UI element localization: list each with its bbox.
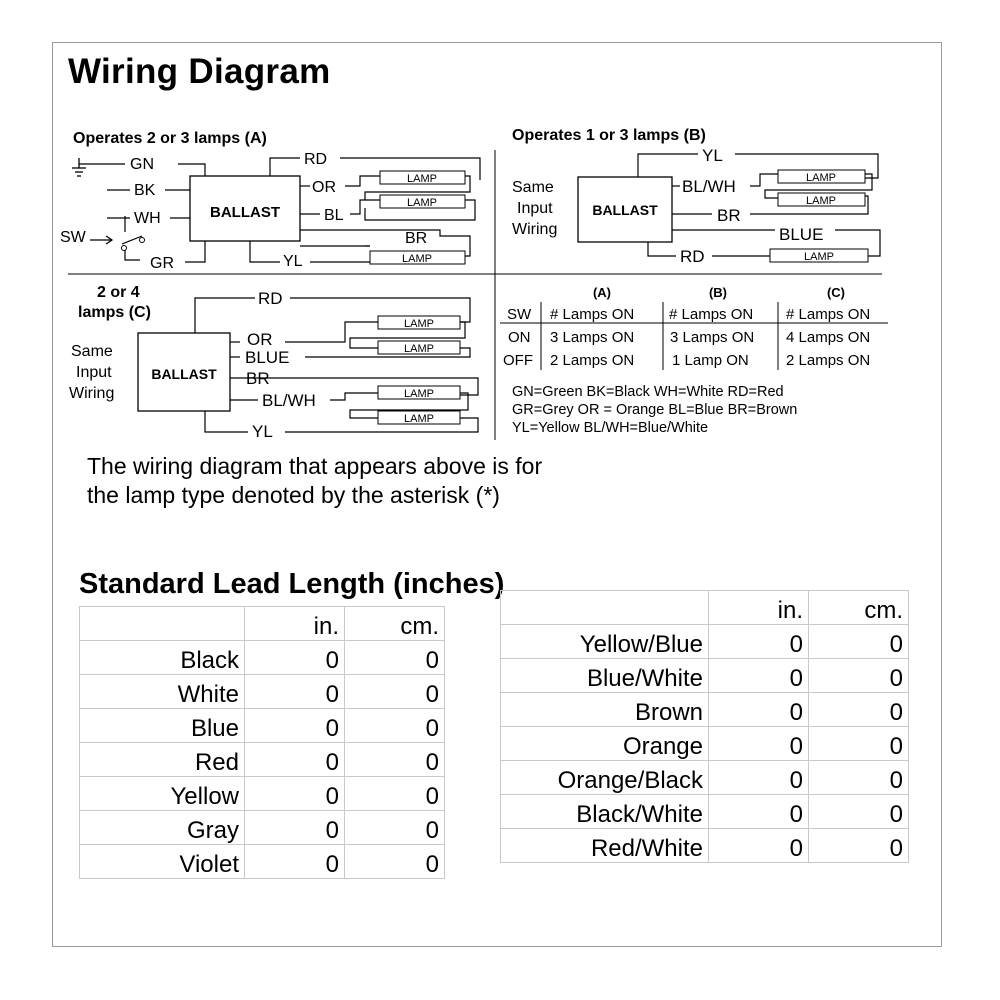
wire-label-bl-a: BL	[324, 207, 344, 224]
lead-row	[80, 743, 445, 777]
lead-wire-color: Red/White	[501, 829, 709, 863]
lamp-type-note	[87, 452, 542, 510]
lead-inches: 0	[245, 641, 345, 675]
same-input-c-3: Wiring	[69, 385, 115, 402]
switch-on-a: 3 Lamps ON	[550, 329, 635, 346]
diagram-b-ballast-label: BALLAST	[592, 202, 658, 218]
lead-row	[501, 829, 909, 863]
lead-cm: 0	[345, 845, 445, 879]
lamp-a-1	[380, 171, 465, 185]
lead-inches: in.	[245, 607, 345, 641]
switch-on-c: 4 Lamps ON	[786, 329, 871, 346]
lead-inches: 0	[245, 811, 345, 845]
switch-header-c: # Lamps ON	[786, 306, 871, 323]
switch-header-sw: SW	[507, 306, 532, 323]
lamp-a-3	[370, 251, 465, 265]
same-input-b-3: Wiring	[512, 221, 558, 238]
diagram-a-ballast-label: BALLAST	[210, 204, 280, 221]
lead-inches: 0	[709, 761, 809, 795]
same-input-c-1: Same	[71, 343, 113, 360]
legend-line-1: GN=Green BK=Black WH=White RD=Red	[512, 384, 784, 400]
lead-cm: 0	[345, 811, 445, 845]
wire-label-gn: GN	[130, 156, 154, 173]
wire-label-rd-a: RD	[304, 151, 328, 168]
switch-col-a: (A)	[592, 285, 612, 300]
lead-length-table-right	[500, 590, 909, 863]
lead-row	[501, 795, 909, 829]
lead-row	[501, 625, 909, 659]
lead-inches: 0	[709, 727, 809, 761]
wire-label-bk: BK	[134, 182, 156, 199]
wire-label-wh: WH	[134, 210, 161, 227]
lamp-b-3	[770, 249, 868, 263]
svg-text:LAMP: LAMP	[404, 388, 434, 400]
wire-label-or-c: OR	[247, 330, 273, 349]
svg-text:LAMP: LAMP	[407, 173, 437, 185]
lead-row	[501, 659, 909, 693]
lead-row	[501, 761, 909, 795]
lead-inches: 0	[245, 709, 345, 743]
diagram-c-heading-2: lamps (C)	[78, 304, 151, 321]
lead-cm: 0	[809, 727, 909, 761]
lamp-c-3	[378, 386, 460, 400]
wire-label-blwh-c: BL/WH	[262, 391, 316, 410]
switch-row-off: OFF	[503, 352, 533, 369]
lead-cm: 0	[345, 777, 445, 811]
lead-inches: 0	[709, 829, 809, 863]
lead-inches: 0	[245, 743, 345, 777]
lead-row	[80, 811, 445, 845]
svg-text:LAMP: LAMP	[404, 413, 434, 425]
lead-cm: 0	[809, 659, 909, 693]
lead-row	[80, 845, 445, 879]
lead-cm: 0	[809, 795, 909, 829]
lead-row	[501, 693, 909, 727]
lead-cm: 0	[809, 625, 909, 659]
lamp-a-2	[380, 195, 465, 209]
lamp-c-2	[378, 341, 460, 355]
same-input-b-2: Input	[517, 200, 553, 217]
wire-label-gr: GR	[150, 255, 174, 272]
svg-text:LAMP: LAMP	[804, 251, 834, 263]
switch-off-a: 2 Lamps ON	[550, 352, 635, 369]
switch-on-b: 3 Lamps ON	[670, 329, 755, 346]
switch-col-c: (C)	[826, 285, 846, 300]
wire-label-blwh-b: BL/WH	[682, 177, 736, 196]
wire-label-blue-b: BLUE	[779, 225, 824, 244]
lead-inches: 0	[245, 675, 345, 709]
lead-header-row	[80, 607, 445, 641]
color-legend	[512, 384, 797, 436]
lamp-c-4	[378, 411, 460, 425]
lead-row	[80, 675, 445, 709]
switch-off-c: 2 Lamps ON	[786, 352, 871, 369]
svg-text:LAMP: LAMP	[404, 343, 434, 355]
lead-cm: 0	[345, 709, 445, 743]
legend-line-2: GR=Grey OR = Orange BL=Blue BR=Brown	[512, 402, 798, 418]
diagram-b	[512, 127, 880, 266]
svg-text:LAMP: LAMP	[404, 318, 434, 330]
lead-header-blank	[80, 607, 245, 641]
lead-row	[80, 777, 445, 811]
lead-wire-color: Gray	[80, 811, 245, 845]
switch-header-a: # Lamps ON	[550, 306, 635, 323]
switch-off-b: 1 Lamp ON	[672, 352, 749, 369]
lead-wire-color: Violet	[80, 845, 245, 879]
switch-header-b: # Lamps ON	[669, 306, 754, 323]
lead-length-title: Standard Lead Length (inches)	[79, 568, 505, 600]
diagram-c-heading-1: 2 or 4	[97, 284, 140, 301]
lead-cm: cm.	[345, 607, 445, 641]
wire-label-br-c: BR	[246, 369, 270, 388]
lead-wire-color: Black/White	[501, 795, 709, 829]
diagram-c-ballast-label: BALLAST	[151, 366, 217, 382]
switch-col-b: (B)	[708, 285, 728, 300]
wire-label-br-a: BR	[405, 230, 428, 247]
lead-cm: 0	[345, 675, 445, 709]
lamp-b-2	[778, 193, 865, 207]
page-title: Wiring Diagram	[68, 52, 331, 91]
lead-cm: 0	[345, 641, 445, 675]
diagram-a-heading: Operates 2 or 3 lamps (A)	[73, 130, 267, 147]
lead-wire-color: White	[80, 675, 245, 709]
svg-text:LAMP: LAMP	[402, 253, 432, 265]
legend-line-3: YL=Yellow BL/WH=Blue/White	[512, 420, 709, 436]
lead-cm: 0	[809, 829, 909, 863]
lead-inches: 0	[245, 845, 345, 879]
wire-label-rd-c: RD	[258, 289, 283, 308]
lamp-b-1	[778, 170, 865, 184]
lamp-c-1	[378, 316, 460, 330]
switch-row-on: ON	[508, 329, 531, 346]
lead-header-row	[501, 591, 909, 625]
lead-inches: 0	[709, 659, 809, 693]
lead-wire-color: Orange	[501, 727, 709, 761]
lead-row	[501, 727, 909, 761]
wiring-diagram	[0, 0, 1000, 450]
switch-label: SW	[60, 229, 86, 246]
lead-row	[80, 709, 445, 743]
lead-cm: cm.	[809, 591, 909, 625]
lead-inches: in.	[709, 591, 809, 625]
wire-label-or-a: OR	[312, 179, 336, 196]
lead-inches: 0	[709, 693, 809, 727]
lead-wire-color: Blue	[80, 709, 245, 743]
note-line-1: The wiring diagram that appears above is for	[87, 453, 543, 479]
same-input-b-1: Same	[512, 179, 554, 196]
lead-row	[80, 641, 445, 675]
wire-label-br-b: BR	[717, 206, 741, 225]
switch-table	[500, 285, 888, 370]
lead-wire-color: Brown	[501, 693, 709, 727]
svg-text:LAMP: LAMP	[407, 197, 437, 209]
diagram-b-heading: Operates 1 or 3 lamps (B)	[512, 127, 706, 144]
wire-label-yl-c: YL	[252, 422, 273, 441]
lead-inches: 0	[709, 795, 809, 829]
lead-wire-color: Yellow/Blue	[501, 625, 709, 659]
wire-label-yl-b: YL	[702, 146, 723, 165]
lead-wire-color: Red	[80, 743, 245, 777]
lead-cm: 0	[345, 743, 445, 777]
lead-wire-color: Yellow	[80, 777, 245, 811]
lead-wire-color: Orange/Black	[501, 761, 709, 795]
lead-wire-color: Blue/White	[501, 659, 709, 693]
note-line-2: the lamp type denoted by the asterisk (*)	[87, 482, 500, 508]
ground-icon	[72, 158, 86, 176]
lead-inches: 0	[245, 777, 345, 811]
diagram-a	[60, 130, 480, 272]
lead-inches: 0	[709, 625, 809, 659]
lead-cm: 0	[809, 693, 909, 727]
same-input-c-2: Input	[76, 364, 112, 381]
wire-label-blue-c: BLUE	[245, 348, 290, 367]
wire-label-rd-b: RD	[680, 247, 705, 266]
lead-header-blank	[501, 591, 709, 625]
lead-wire-color: Black	[80, 641, 245, 675]
svg-text:LAMP: LAMP	[806, 172, 836, 184]
svg-text:LAMP: LAMP	[806, 195, 836, 207]
lead-length-table-left	[79, 606, 445, 879]
wire-label-yl-a: YL	[283, 253, 303, 270]
diagram-c	[69, 284, 478, 441]
lead-cm: 0	[809, 761, 909, 795]
